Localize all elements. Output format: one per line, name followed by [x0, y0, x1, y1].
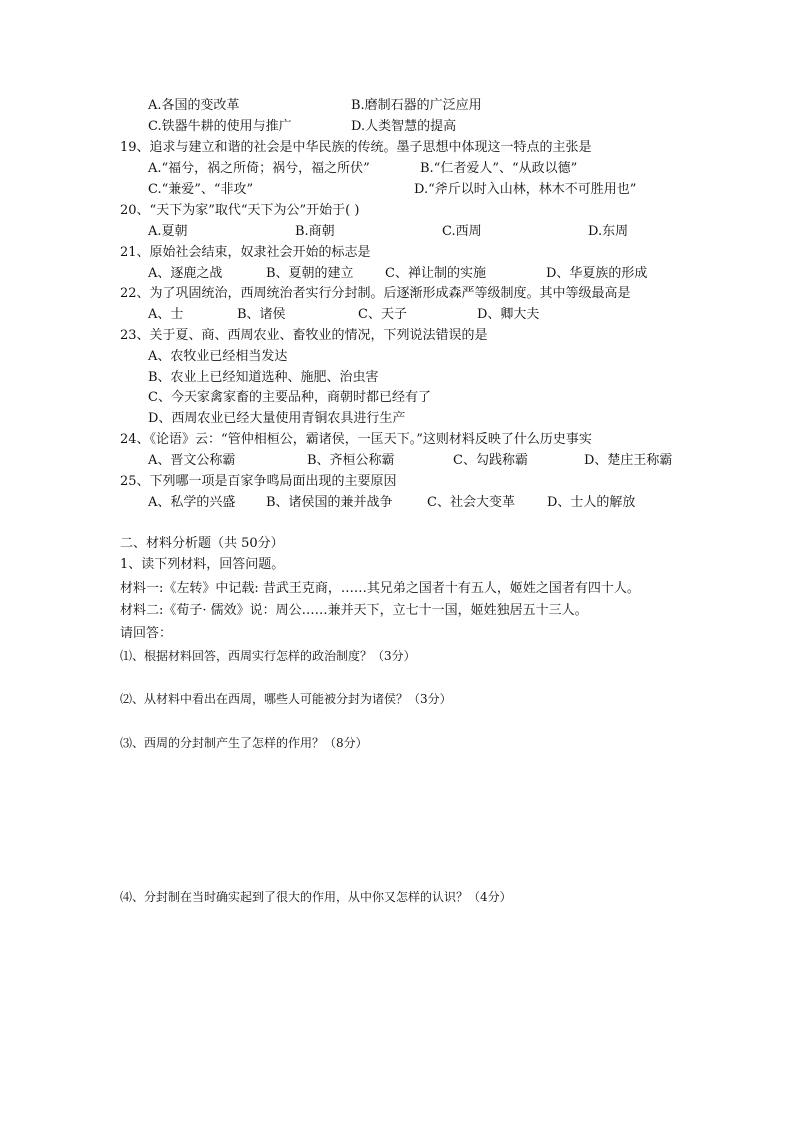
q24-option-c: C、勾践称霸 [453, 453, 528, 468]
q21-option-a: A、逐鹿之战 [148, 266, 223, 281]
q25-option-a: A、私学的兴盛 [148, 495, 236, 510]
q21-option-d: D、华夏族的形成 [546, 266, 648, 281]
section-intro: 1、读下列材料，回答问题。 [120, 557, 285, 572]
q20-option-a: A.夏朝 [148, 224, 188, 239]
q24-stem: 24、《论语》云：“管仲相桓公，霸诸侯，一匡天下。”这则材料反映了什么历史事实 [120, 432, 592, 447]
q19-option-c: C.“兼爱”、“非攻” [148, 182, 254, 197]
q20-option-c: C.西周 [442, 224, 482, 239]
q24-option-b: B、齐桓公称霸 [307, 453, 395, 468]
section-title: 二、材料分析题（共 50分） [120, 536, 284, 551]
q23-option-a: A、农牧业已经相当发达 [148, 349, 288, 364]
q21-stem: 21、原始社会结束，奴隶社会开始的标志是 [120, 245, 371, 260]
q18-option-b: B.磨制石器的广泛应用 [351, 98, 482, 113]
q23-option-d: D、西周农业已经大量使用青铜农具进行生产 [148, 411, 406, 426]
q18-option-d: D.人类智慧的提高 [351, 119, 457, 134]
q25-option-b: B、诸侯国的兼并战争 [266, 495, 393, 510]
q22-option-b: B、诸侯 [237, 307, 286, 322]
q22-option-d: D、卿大夫 [477, 307, 540, 322]
q18-option-c: C.铁器牛耕的使用与推广 [148, 119, 292, 134]
q19-stem: 19、追求与建立和谐的社会是中华民族的传统。墨子思想中体现这一特点的主张是 [120, 140, 592, 155]
sub-question-2: ⑵、从材料中看出在西周，哪些人可能被分封为诸侯？（3分） [120, 692, 452, 706]
q19-option-d: D.“斧斤以时入山林，林木不可胜用也” [414, 182, 637, 197]
q25-option-d: D、士人的解放 [547, 495, 636, 510]
q19-option-a: A.“福兮，祸之所倚；祸兮，福之所伏” [148, 161, 370, 176]
material-two: 材料二:《荀子· 儒效》说：周公……兼并天下，立七十一国，姬姓独居五十三人。 [120, 603, 588, 618]
q25-option-c: C、社会大变革 [427, 495, 515, 510]
q20-option-d: D.东周 [588, 224, 629, 239]
q23-option-b: B、农业上已经知道选种、施肥、治虫害 [148, 370, 379, 385]
q21-option-c: C、禅让制的实施 [385, 266, 486, 281]
q23-stem: 23、关于夏、商、西周农业、畜牧业的情况，下列说法错误的是 [120, 328, 488, 343]
q20-stem: 20、“天下为家”取代“天下为公”开始于( ) [120, 203, 360, 218]
material-one: 材料一:《左转》中记载: 昔武王克商，……其兄弟之国者十有五人，姬姓之国者有四十人。 [120, 581, 640, 596]
q19-option-b: B.“仁者爱人”、“从政以德” [420, 161, 578, 176]
q24-option-a: A、晋文公称霸 [148, 453, 236, 468]
q24-option-d: D、楚庄王称霸 [584, 453, 673, 468]
q20-option-b: B.商朝 [295, 224, 335, 239]
q22-option-a: A、士 [148, 307, 184, 322]
q25-stem: 25、下列哪一项是百家争鸣局面出现的主要原因 [120, 474, 397, 489]
q21-option-b: B、夏朝的建立 [266, 266, 354, 281]
sub-question-4: ⑷、分封制在当时确实起到了很大的作用，从中你又怎样的认识？（4分） [120, 890, 512, 904]
answer-prompt: 请回答： [120, 626, 173, 641]
q18-option-a: A.各国的变改革 [148, 98, 240, 113]
q23-option-c: C、今天家禽家畜的主要品种，商朝时都已经有了 [148, 390, 431, 405]
q22-stem: 22、为了巩固统治，西周统治者实行分封制。后逐渐形成森严等级制度。其中等级最高是 [120, 286, 631, 301]
sub-question-3: ⑶、西周的分封制产生了怎样的作用？（8分） [120, 736, 368, 750]
sub-question-1: ⑴、根据材料回答，西周实行怎样的政治制度？（3分） [120, 649, 416, 663]
q22-option-c: C、天子 [358, 307, 407, 322]
